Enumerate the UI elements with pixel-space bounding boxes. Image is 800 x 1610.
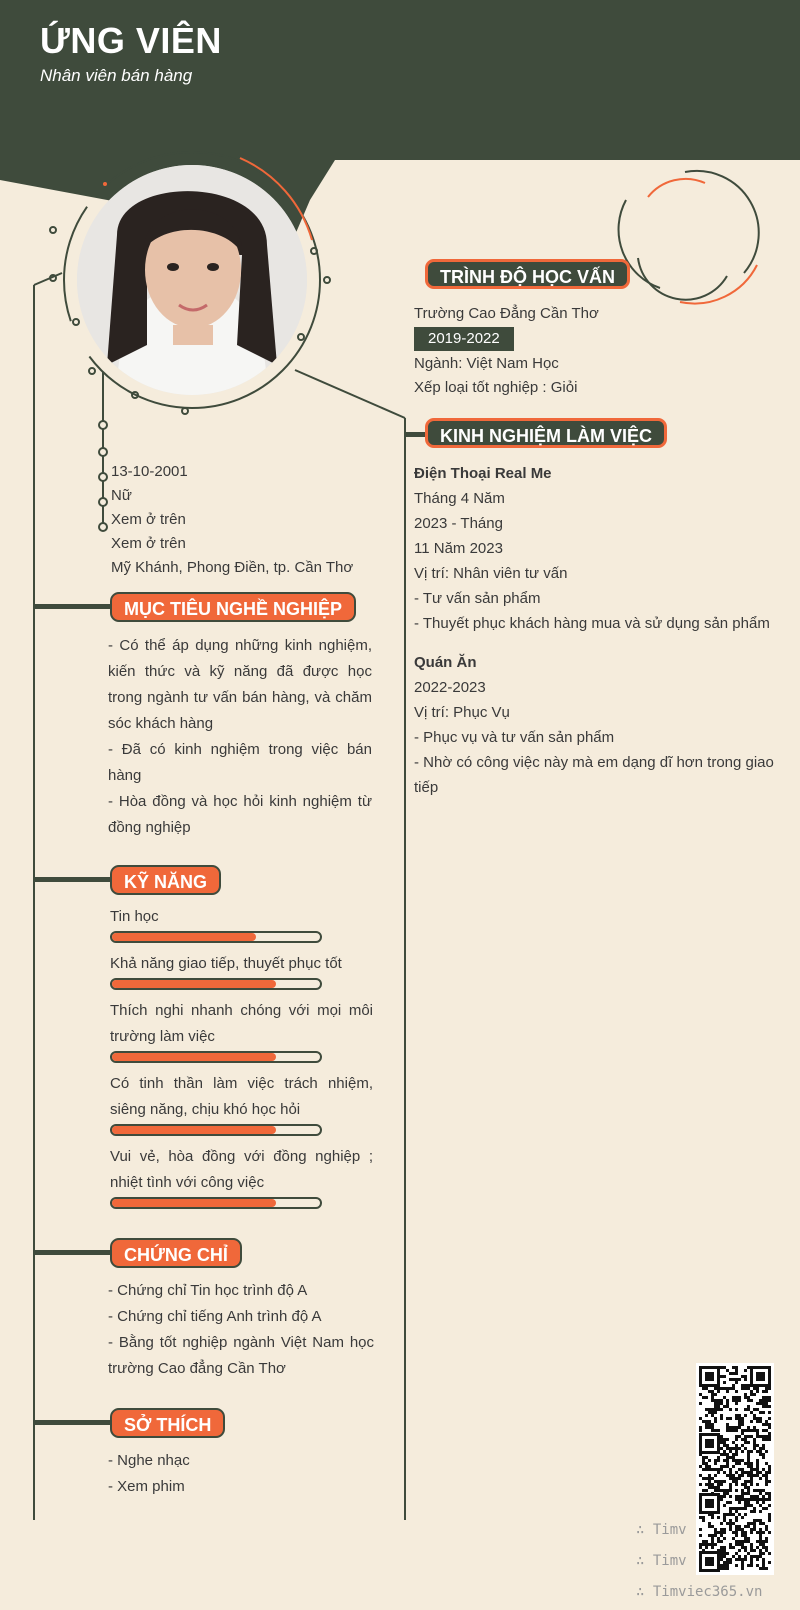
skill-bar (110, 931, 322, 943)
objective-text (108, 633, 372, 841)
job-duty: - Thuyết phục khách hàng mua và sử dụng sản phẩm (414, 615, 770, 632)
skill-label: Khả năng giao tiếp, thuyết phục tốt (110, 955, 342, 972)
skill-bar-fill (112, 1053, 276, 1061)
skill-bar-fill (112, 1126, 276, 1134)
certificates-heading: CHỨNG CHỈ (110, 1238, 242, 1268)
hobby-line: - Nghe nhạc (108, 1452, 190, 1469)
skill-label: Có tinh thần làm việc trách nhiệm, siêng năng, chịu khó học hỏi (110, 1075, 373, 1118)
job-company: Điện Thoại Real Me (414, 465, 552, 482)
experience-info (414, 461, 784, 800)
objective-heading: MỤC TIÊU NGHỀ NGHIỆP (110, 592, 356, 622)
job-duty: - Tư vấn sản phẩm (414, 590, 541, 607)
skill-bar (110, 1124, 322, 1136)
job-period: 11 Năm 2023 (414, 540, 503, 557)
candidate-name: ỨNG VIÊN (40, 20, 222, 61)
job-position: Vị trí: Phục Vụ (414, 704, 510, 721)
personal-info (111, 460, 353, 580)
skill-bar-fill (112, 980, 276, 988)
skill-bar-fill (112, 933, 256, 941)
job-period: 2023 - Tháng (414, 515, 503, 532)
email: Xem ở trên (111, 535, 186, 552)
certificates-text (108, 1278, 374, 1382)
job-position: Vị trí: Nhân viên tư vấn (414, 565, 568, 582)
job-company: Quán Ăn (414, 654, 477, 671)
job-period: Tháng 4 Năm (414, 490, 505, 507)
certificate-line: - Chứng chỉ tiếng Anh trình độ A (108, 1308, 322, 1325)
skill-bar (110, 978, 322, 990)
skill-label: Thích nghi nhanh chóng với mọi môi trường làm việc (110, 1002, 373, 1045)
skill-bar (110, 1051, 322, 1063)
education-grade: Xếp loại tốt nghiệp : Giỏi (414, 379, 578, 396)
watermark-line: ∴ Timv (636, 1522, 687, 1538)
certificate-line: - Bằng tốt nghiệp ngành Việt Nam học trường Cao đẳng Cần Thơ (108, 1334, 374, 1377)
skills-heading: KỸ NĂNG (110, 865, 221, 895)
objective-line: - Có thể áp dụng những kinh nghiệm, kiến thức và kỹ năng đã được học trong ngành tư vấn bán hàng, và chăm sóc khách hàng (108, 637, 372, 732)
job-duty: - Phục vụ và tư vấn sản phẩm (414, 729, 615, 746)
gender: Nữ (111, 487, 132, 504)
hobby-line: - Xem phim (108, 1478, 185, 1495)
address: Mỹ Khánh, Phong Điền, tp. Cần Thơ (111, 559, 354, 576)
skill-label: Vui vẻ, hòa đồng với đồng nghiệp ; nhiệt tình với công việc (110, 1148, 373, 1191)
watermark-line: ∴ Timviec365.vn (636, 1584, 763, 1600)
hobbies-heading: SỞ THÍCH (110, 1408, 225, 1438)
skills-list (110, 904, 373, 1217)
job-period: 2022-2023 (414, 679, 486, 696)
experience-heading: KINH NGHIỆM LÀM VIỆC (425, 418, 667, 448)
objective-line: - Hòa đồng và học hỏi kinh nghiệm từ đồng nghiệp (108, 793, 372, 836)
candidate-role: Nhân viên bán hàng (40, 66, 193, 85)
education-info (414, 302, 784, 400)
skill-label: Tin học (110, 908, 159, 925)
skill-bar-fill (112, 1199, 276, 1207)
birthday: 13-10-2001 (111, 463, 188, 480)
education-school: Trường Cao Đẳng Cần Thơ (414, 305, 599, 322)
watermark-line: ∴ Timv (636, 1553, 687, 1569)
certificate-line: - Chứng chỉ Tin học trình độ A (108, 1282, 308, 1299)
education-major: Ngành: Việt Nam Học (414, 355, 559, 372)
education-years: 2019-2022 (414, 327, 514, 351)
job-duty: - Nhờ có công việc này mà em dạng dĩ hơn trong giao tiếp (414, 754, 774, 796)
phone: Xem ở trên (111, 511, 186, 528)
skill-bar (110, 1197, 322, 1209)
qr-code-icon (696, 1363, 774, 1575)
hobbies-text (108, 1448, 374, 1500)
objective-line: - Đã có kinh nghiệm trong việc bán hàng (108, 741, 372, 784)
education-heading: TRÌNH ĐỘ HỌC VẤN (425, 259, 630, 289)
avatar (77, 165, 307, 395)
